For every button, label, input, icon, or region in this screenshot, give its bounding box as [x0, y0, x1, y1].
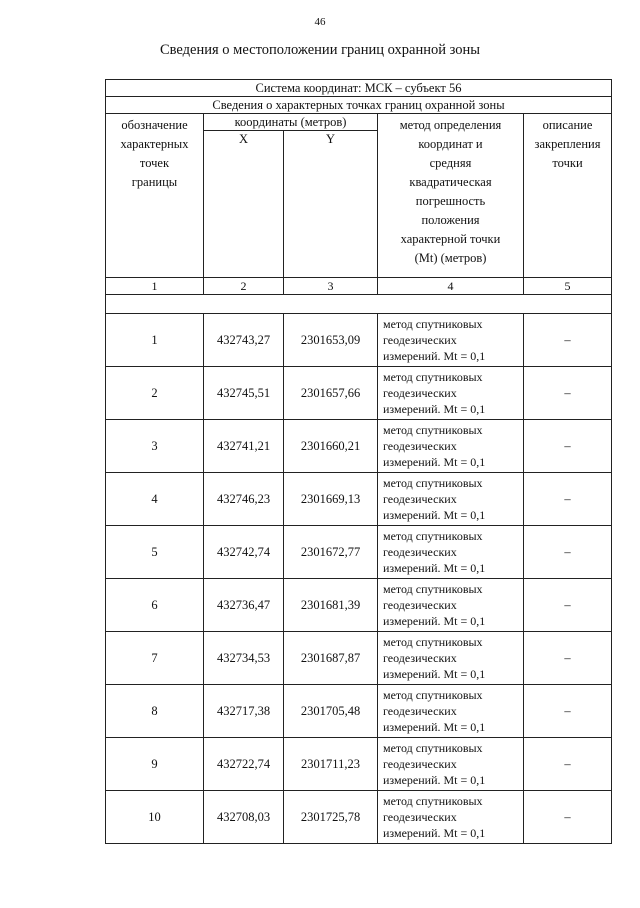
- x-coordinate-cell: 432708,03: [204, 791, 284, 844]
- point-id-cell: 4: [106, 473, 204, 526]
- table-row: [106, 314, 612, 367]
- x-coordinate-cell: 432742,74: [204, 526, 284, 579]
- table-row: [106, 685, 612, 738]
- column-number: 2: [204, 278, 284, 295]
- method-cell: [378, 791, 524, 844]
- description-cell: –: [524, 685, 612, 738]
- description-cell: –: [524, 579, 612, 632]
- col-method-header: метод определения координат и средняя квадратическая погрешность положения характерной точки (Mt) (метров): [378, 114, 524, 278]
- method-cell: [378, 632, 524, 685]
- column-number: 5: [524, 278, 612, 295]
- method-cell: [378, 473, 524, 526]
- column-number: 4: [378, 278, 524, 295]
- col-x-header: X: [204, 131, 284, 278]
- method-line: метод спутниковых: [383, 582, 483, 596]
- points-info-cell: Сведения о характерных точках границ охранной зоны: [106, 97, 612, 114]
- coordinate-system-row: [106, 80, 612, 97]
- method-line: геодезических: [383, 333, 457, 347]
- method-line: измерений. Mt = 0,1: [383, 667, 486, 681]
- boundary-points-table: [105, 79, 612, 844]
- spacer-row: [106, 295, 612, 314]
- col-designation-header: обозначение характерных точек границы: [106, 114, 204, 278]
- description-cell: –: [524, 738, 612, 791]
- method-line: измерений. Mt = 0,1: [383, 826, 486, 840]
- method-cell: [378, 526, 524, 579]
- description-cell: –: [524, 367, 612, 420]
- method-line: измерений. Mt = 0,1: [383, 720, 486, 734]
- y-coordinate-cell: 2301657,66: [284, 367, 378, 420]
- method-line: геодезических: [383, 386, 457, 400]
- page-title: Сведения о местоположении границ охранной зоны: [159, 42, 480, 58]
- y-coordinate-cell: 2301711,23: [284, 738, 378, 791]
- y-coordinate-cell: 2301687,87: [284, 632, 378, 685]
- col-coordinates-header: координаты (метров): [204, 114, 378, 131]
- x-coordinate-cell: 432717,38: [204, 685, 284, 738]
- method-line: геодезических: [383, 651, 457, 665]
- method-line: метод спутниковых: [383, 741, 483, 755]
- method-cell: [378, 685, 524, 738]
- method-cell: [378, 314, 524, 367]
- method-line: измерений. Mt = 0,1: [383, 561, 486, 575]
- column-number: 1: [106, 278, 204, 295]
- method-line: измерений. Mt = 0,1: [383, 402, 486, 416]
- x-coordinate-cell: 432722,74: [204, 738, 284, 791]
- table-row: [106, 791, 612, 844]
- method-cell: [378, 420, 524, 473]
- method-cell: [378, 738, 524, 791]
- y-coordinate-cell: 2301672,77: [284, 526, 378, 579]
- method-line: геодезических: [383, 492, 457, 506]
- method-line: геодезических: [383, 545, 457, 559]
- column-number: 3: [284, 278, 378, 295]
- y-coordinate-cell: 2301681,39: [284, 579, 378, 632]
- column-header-row: [106, 114, 612, 131]
- method-line: геодезических: [383, 810, 457, 824]
- table-row: [106, 367, 612, 420]
- description-cell: –: [524, 526, 612, 579]
- point-id-cell: 2: [106, 367, 204, 420]
- col-y-header: Y: [284, 131, 378, 278]
- description-cell: –: [524, 473, 612, 526]
- point-id-cell: 6: [106, 579, 204, 632]
- description-cell: –: [524, 420, 612, 473]
- point-id-cell: 5: [106, 526, 204, 579]
- method-line: измерений. Mt = 0,1: [383, 349, 486, 363]
- coordinate-system-cell: Система координат: МСК – субъект 56: [106, 80, 612, 97]
- y-coordinate-cell: 2301660,21: [284, 420, 378, 473]
- y-coordinate-cell: 2301725,78: [284, 791, 378, 844]
- method-line: метод спутниковых: [383, 476, 483, 490]
- table-row: [106, 632, 612, 685]
- description-cell: –: [524, 632, 612, 685]
- method-line: метод спутниковых: [383, 529, 483, 543]
- point-id-cell: 10: [106, 791, 204, 844]
- method-line: геодезических: [383, 704, 457, 718]
- y-coordinate-cell: 2301669,13: [284, 473, 378, 526]
- method-line: геодезических: [383, 757, 457, 771]
- x-coordinate-cell: 432746,23: [204, 473, 284, 526]
- method-cell: [378, 579, 524, 632]
- y-coordinate-cell: 2301705,48: [284, 685, 378, 738]
- table-row: [106, 738, 612, 791]
- column-number-row: [106, 278, 612, 295]
- method-line: метод спутниковых: [383, 794, 483, 808]
- method-line: измерений. Mt = 0,1: [383, 508, 486, 522]
- table-row: [106, 579, 612, 632]
- method-cell: [378, 367, 524, 420]
- x-coordinate-cell: 432741,21: [204, 420, 284, 473]
- x-coordinate-cell: 432736,47: [204, 579, 284, 632]
- x-coordinate-cell: 432734,53: [204, 632, 284, 685]
- table-row: [106, 473, 612, 526]
- method-line: измерений. Mt = 0,1: [383, 773, 486, 787]
- point-id-cell: 7: [106, 632, 204, 685]
- point-id-cell: 9: [106, 738, 204, 791]
- point-id-cell: 1: [106, 314, 204, 367]
- method-line: метод спутниковых: [383, 317, 483, 331]
- method-line: геодезических: [383, 439, 457, 453]
- method-line: метод спутниковых: [383, 370, 483, 384]
- y-coordinate-cell: 2301653,09: [284, 314, 378, 367]
- method-line: измерений. Mt = 0,1: [383, 455, 486, 469]
- table-row: [106, 420, 612, 473]
- col-description-header: описание закрепления точки: [524, 114, 612, 278]
- points-info-row: [106, 97, 612, 114]
- method-line: метод спутниковых: [383, 635, 483, 649]
- page-number: 46: [314, 16, 326, 28]
- x-coordinate-cell: 432745,51: [204, 367, 284, 420]
- method-line: геодезических: [383, 598, 457, 612]
- method-line: измерений. Mt = 0,1: [383, 614, 486, 628]
- description-cell: –: [524, 791, 612, 844]
- point-id-cell: 8: [106, 685, 204, 738]
- point-id-cell: 3: [106, 420, 204, 473]
- x-coordinate-cell: 432743,27: [204, 314, 284, 367]
- method-line: метод спутниковых: [383, 423, 483, 437]
- table-row: [106, 526, 612, 579]
- method-line: метод спутниковых: [383, 688, 483, 702]
- description-cell: –: [524, 314, 612, 367]
